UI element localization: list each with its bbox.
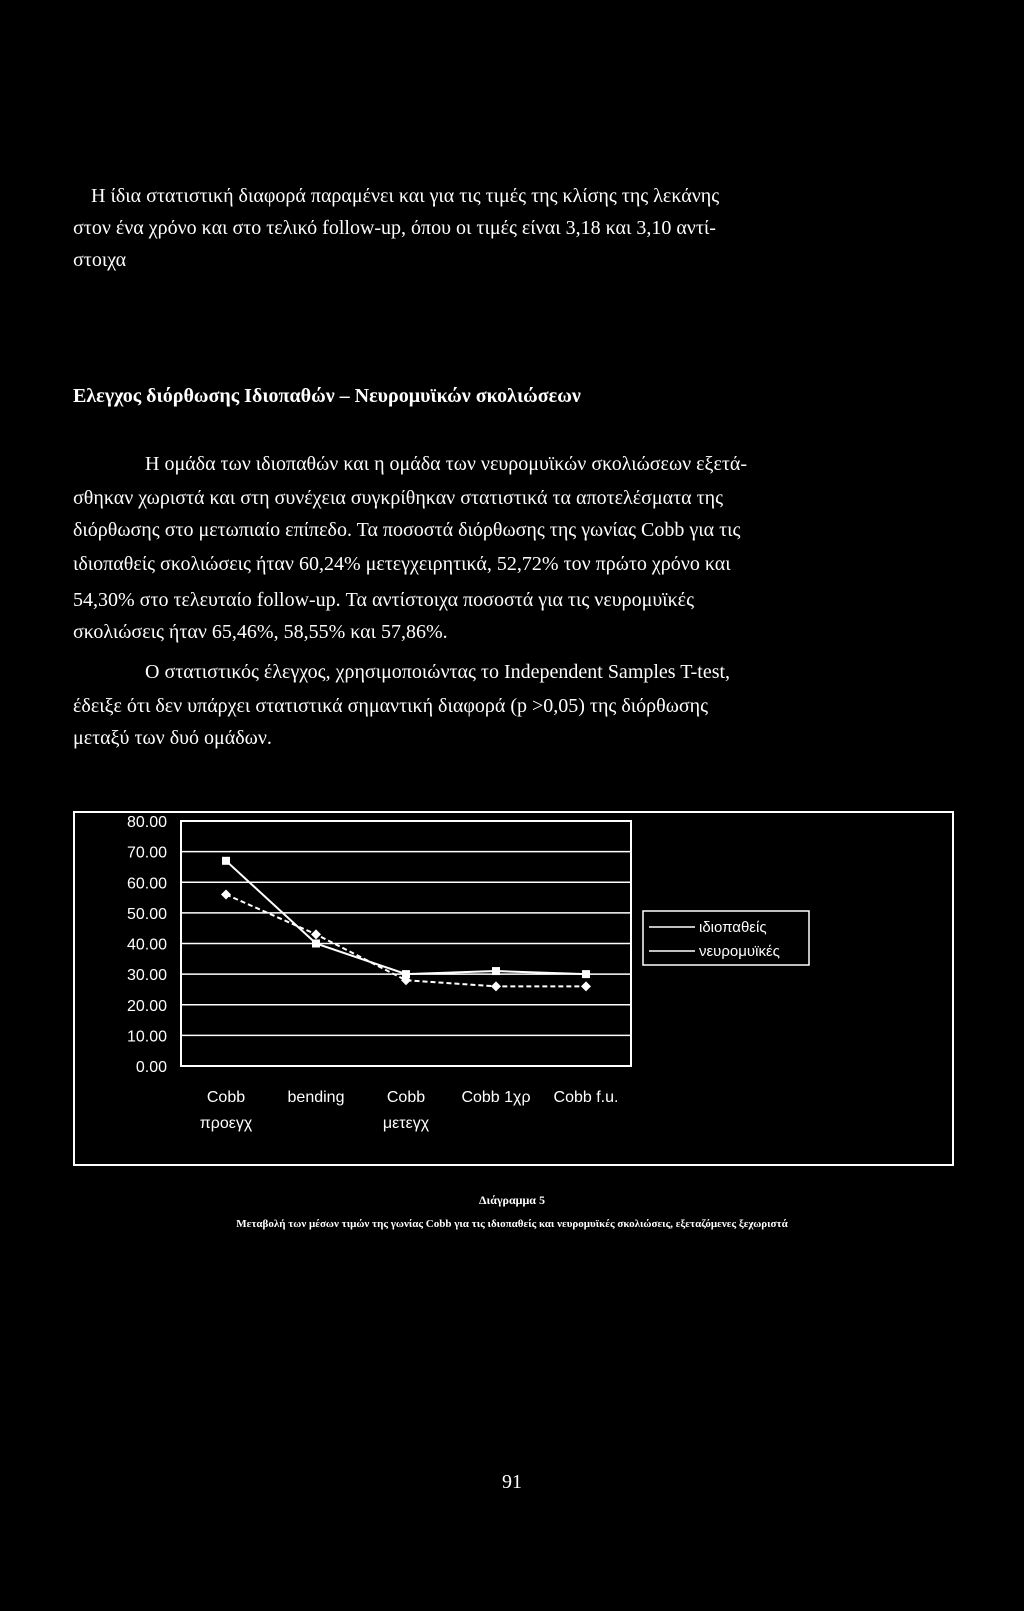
y-tick-label: 0.00 — [135, 1059, 167, 1076]
x-tick-label: Cobb f.u. — [553, 1089, 619, 1106]
x-tick-label: Cobb — [206, 1089, 246, 1106]
paragraph-2-line-2: σθηκαν χωριστά και στη συνέχεια συγκρίθηκαν στατιστικά τα αποτελέσματα της — [73, 487, 724, 509]
paragraph-3-line-3: μεταξύ των δυό ομάδων. — [73, 727, 272, 749]
x-tick-label: Cobb — [386, 1089, 426, 1106]
legend-label: ιδιοπαθείς — [699, 919, 767, 936]
data-point — [311, 929, 321, 939]
line-chart — [75, 813, 952, 1164]
y-tick-label: 30.00 — [126, 967, 167, 985]
section-heading: Ελεγχος διόρθωσης Ιδιοπαθών – Νευρομυϊκών σκολιώσεων — [73, 385, 581, 407]
y-tick-label: 60.00 — [126, 875, 167, 893]
paragraph-2-line-1: Η ομάδα των ιδιοπαθών και η ομάδα των νευρομυϊκών σκολιώσεων εξετά- — [145, 453, 748, 475]
data-point — [491, 981, 501, 991]
x-tick-label: Cobb 1χρ — [461, 1089, 531, 1106]
paragraph-1-line-3: στοιχα — [73, 249, 127, 271]
legend-label: νευρομυϊκές — [699, 943, 780, 960]
y-tick-label: 80.00 — [126, 814, 167, 831]
y-tick-label: 10.00 — [126, 1028, 167, 1046]
y-tick-label: 70.00 — [126, 844, 167, 862]
data-point — [582, 970, 590, 978]
data-point — [581, 981, 591, 991]
x-tick-label: bending — [287, 1089, 345, 1106]
paragraph-1-line-2: στον ένα χρόνο και στο τελικό follow-up, όπου οι τιμές είναι 3,18 και 3,10 αντί- — [73, 217, 716, 239]
y-tick-label: 20.00 — [126, 997, 167, 1015]
data-point — [222, 857, 230, 865]
y-tick-label: 40.00 — [126, 936, 167, 954]
paragraph-2-line-3: διόρθωσης στο μετωπιαίο επίπεδο. Τα ποσοστά διόρθωσης της γωνίας Cobb για τις — [73, 519, 741, 541]
chart-frame — [73, 811, 954, 1166]
page-number: 91 — [502, 1471, 522, 1493]
x-tick-label: προεγχ — [199, 1115, 253, 1132]
data-point — [492, 967, 500, 975]
paragraph-3-line-2: έδειξε ότι δεν υπάρχει στατιστικά σημαντική διαφορά (p >0,05) της διόρθωσης — [73, 695, 709, 717]
y-tick-label: 50.00 — [126, 905, 167, 923]
paragraph-2-line-6: σκολιώσεις ήταν 65,46%, 58,55% και 57,86%. — [73, 621, 448, 643]
paragraph-2-line-4: ιδιοπαθείς σκολιώσεις ήταν 60,24% μετεγχειρητικά, 52,72% τον πρώτο χρόνο και — [73, 553, 731, 575]
paragraph-2-line-5: 54,30% στο τελευταίο follow-up. Τα αντίστοιχα ποσοστά για τις νευρομυϊκές — [73, 589, 694, 611]
x-tick-label: μετεγχ — [382, 1115, 430, 1132]
figure-caption-text: Μεταβολή των μέσων τιμών της γωνίας Cobb για τις ιδιοπαθείς και νευρομυϊκές σκολιώσεις, εξεταζόμενες ξεχωριστά — [236, 1218, 788, 1230]
data-point — [312, 940, 320, 948]
data-point — [221, 890, 231, 900]
paragraph-1-line-1: Η ίδια στατιστική διαφορά παραμένει και για τις τιμές της κλίσης της λεκάνης — [91, 185, 720, 207]
figure-caption-title: Διάγραμμα 5 — [479, 1193, 545, 1207]
paragraph-3-line-1: Ο στατιστικός έλεγχος, χρησιμοποιώντας το Independent Samples T-test, — [145, 661, 731, 683]
